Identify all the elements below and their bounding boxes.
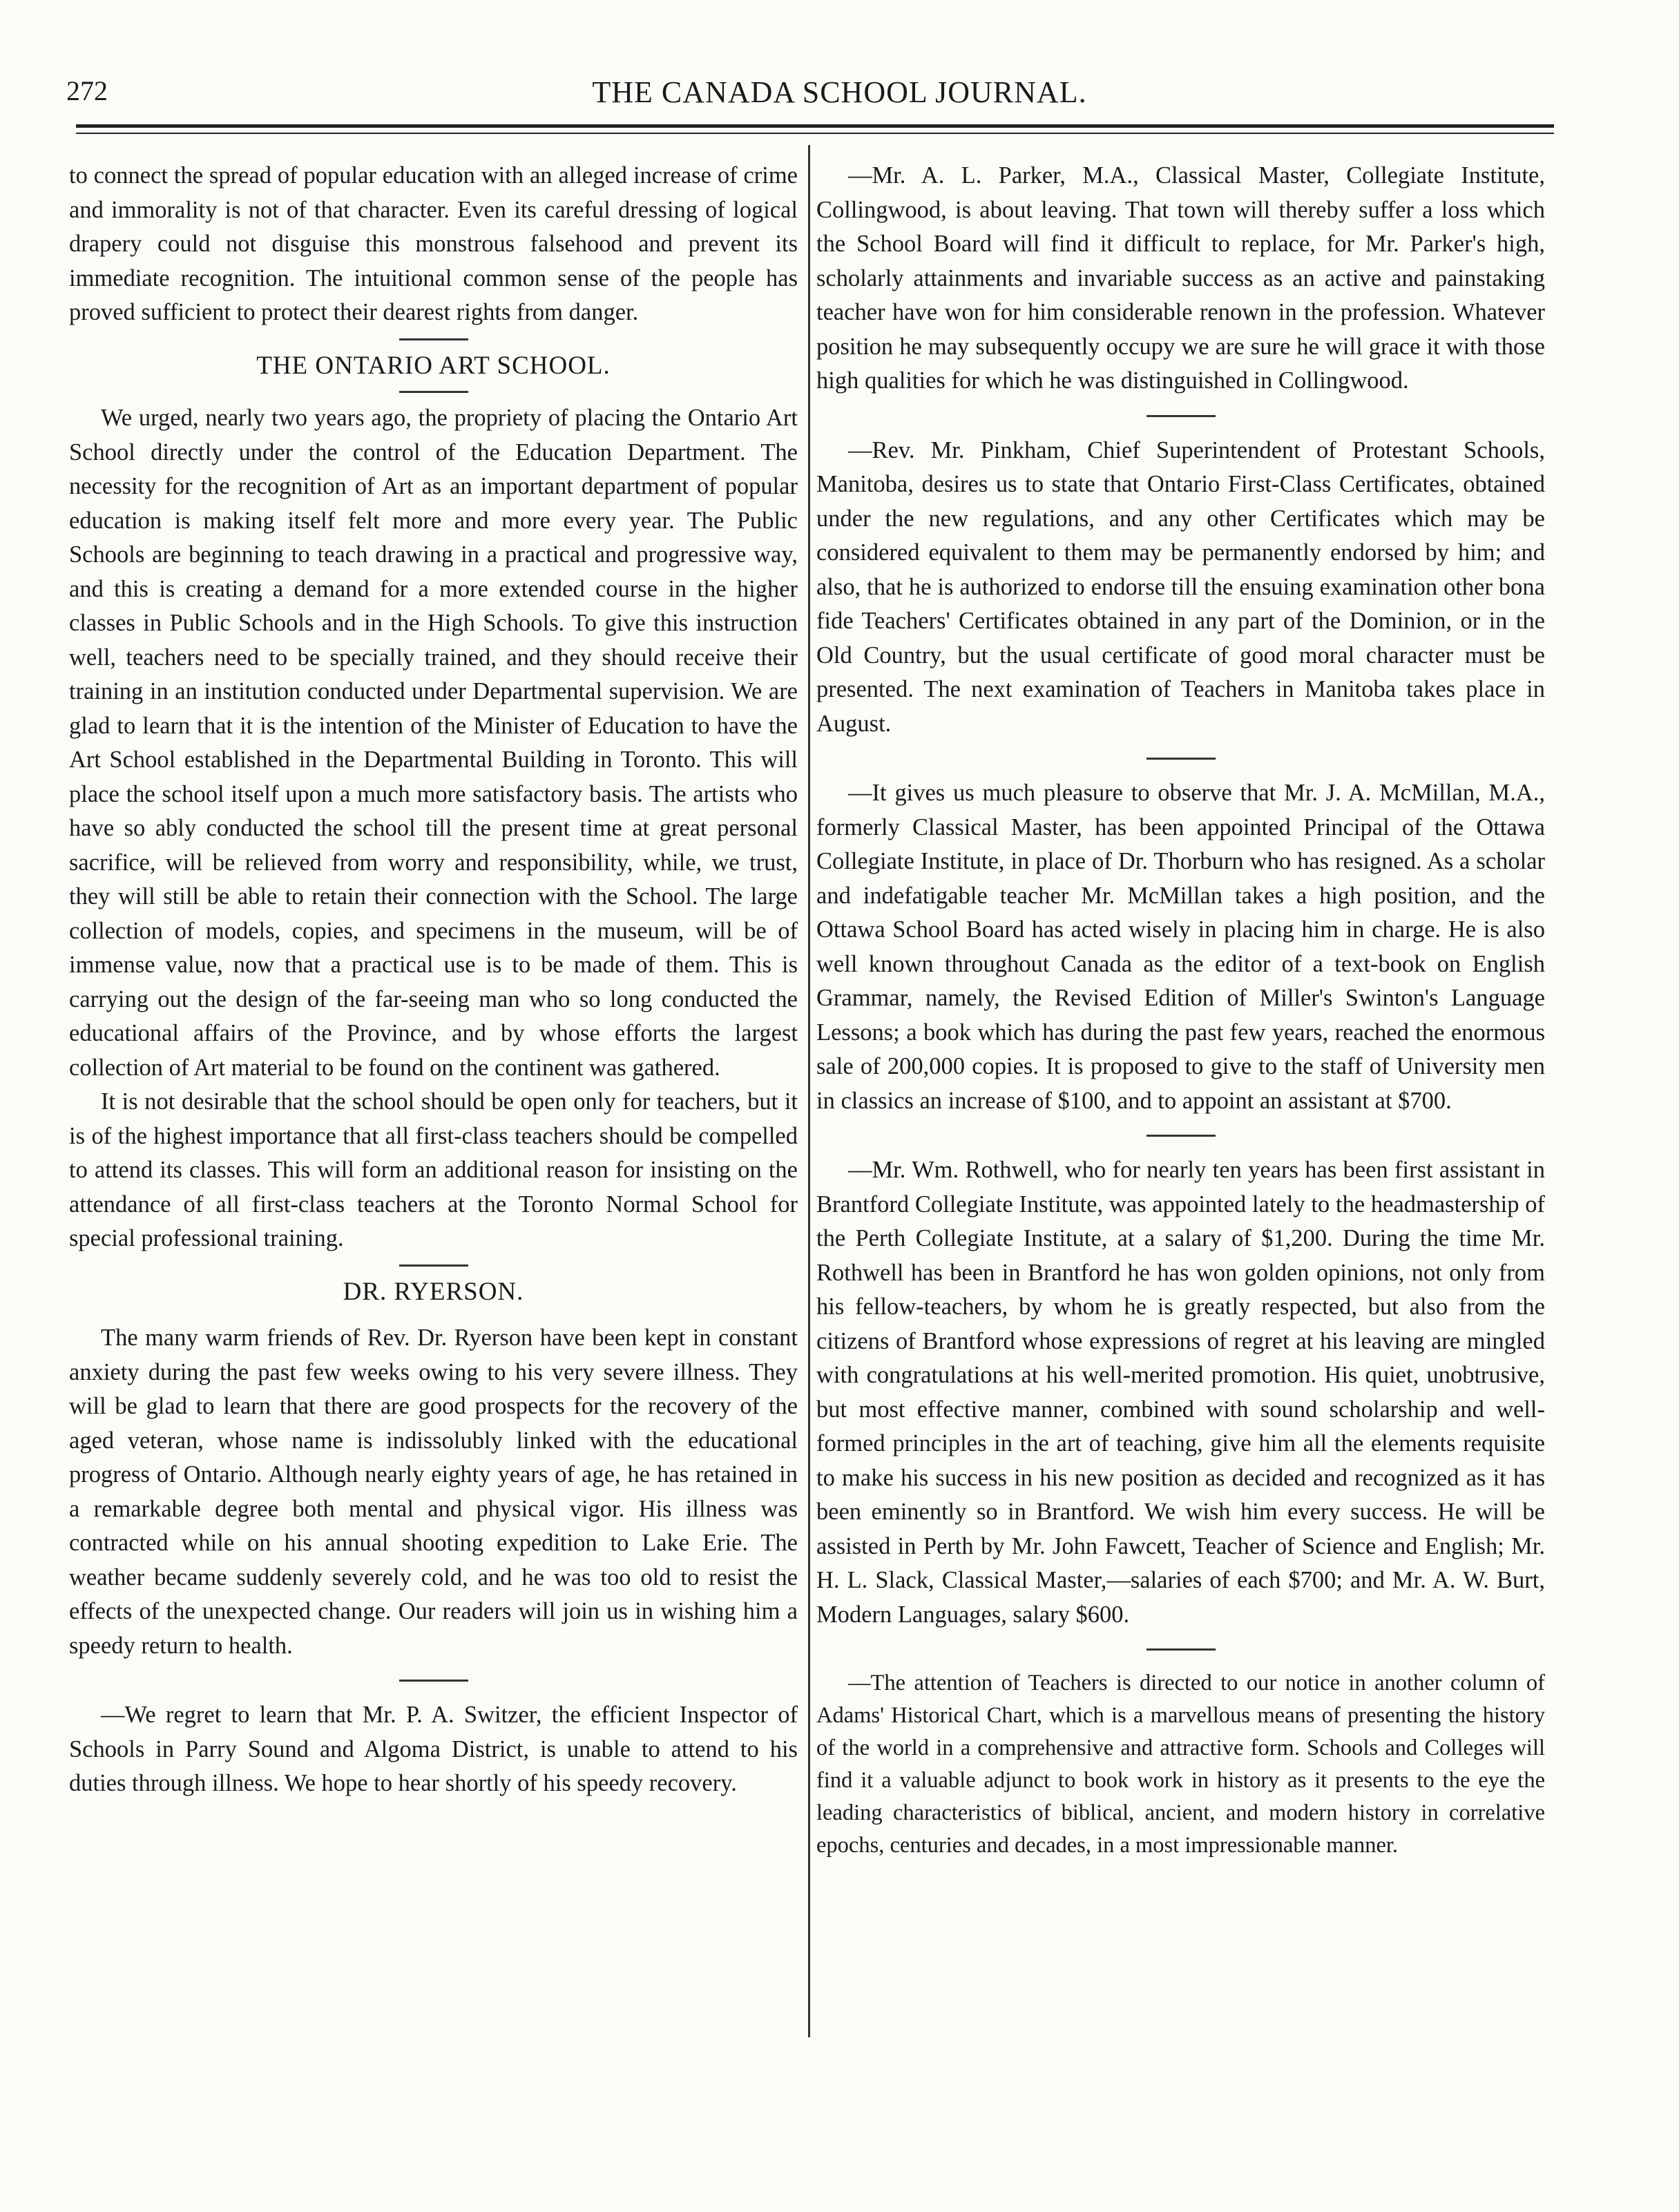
rothwell-note: —Mr. Wm. Rothwell, who for nearly ten years has been first assistant in Brantford Collegiate Institute, was appointed lately to the headmastership of the Perth Collegiate Institute, at a salary of $1,200. During the time Mr. Rothwell has been in Brantford he has won golden opinions, not only from his fellow-teachers, by whom he is greatly respected, but also from the citizens of Brantford whose expressions of regret at his leaving are mingled with congratulations at his well-merited promotion. His quiet, unobtrusive, but most effective manner, combined with sound scholarship and well-formed principles in the art of teaching, give him all the elements requisite to make his success in his new position as decided and recognized as it has been eminently so in Brantford. We wish him every success. He will be assisted in Perth by Mr. John Fawcett, Teacher of Science and English; Mr. H. L. Slack, Classical Master,—salaries of each $700; and Mr. A. W. Burt, Modern Languages, salary $600.	[816, 1157, 1545, 1628]
mcmillan-note: —It gives us much pleasure to observe that Mr. J. A. McMillan, M.A., formerly Classical Master, has been appointed Principal of the Ottawa Collegiate Institute, in place of Dr. Thorburn who has resigned. As a scholar and indefatigable teacher Mr. McMillan takes a high position, and the Ottawa School Board has acted wisely in placing him in charge. He is also well known throughout Canada as the editor of a text-book on English Grammar, namely, the Revised Edition of Miller's Swinton's Language Lessons; a book which has during the past few years, reached the enormous sale of 200,000 copies. It is proposed to give to the staff of University men in classics an increase of $100, and to appoint an assistant at $700.	[816, 780, 1545, 1114]
header-rule-thin	[76, 133, 1554, 134]
page-header	[66, 75, 1613, 116]
page-number: 272	[66, 75, 108, 106]
art-school-heading: THE ONTARIO ART SCHOOL.	[256, 351, 611, 380]
right-column	[816, 159, 1545, 1862]
journal-title: THE CANADA SCHOOL JOURNAL.	[592, 75, 1087, 109]
switzer-note: —We regret to learn that Mr. P. A. Switzer, the efficient Inspector of Schools in Parry Sound and Algoma District, is unable to attend to his duties through illness. We hope to hear shortly of his speedy recovery.	[69, 1702, 798, 1796]
header-rule-thick	[76, 124, 1554, 128]
section-rule	[399, 391, 468, 393]
section-rule	[1146, 1648, 1216, 1651]
left-column	[69, 159, 798, 1801]
adams-chart-note: —The attention of Teachers is directed to our notice in another column of Adams' Historical Chart, which is a marvellous means of presenting the history of the world in a comprehensive and attractive form. Schools and Colleges will find it a valuable adjunct to book work in history as it presents to the eye the leading characteristics of biblical, ancient, and modern history in correlative epochs, centuries and decades, in a most impressionable manner.	[816, 1671, 1545, 1858]
section-rule	[1146, 415, 1216, 417]
section-rule	[1146, 758, 1216, 760]
art-school-paragraph: We urged, nearly two years ago, the propriety of placing the Ontario Art School directly under the control of the Education Department. The necessity for the recognition of Art as an important department of popular education is making itself felt more and more every year. The Public Schools are beginning to teach drawing in a practical and progressive way, and this is creating a demand for a more extended course in the higher classes in Public Schools and in the High Schools. To give this instruction well, teachers need to be specially trained, and they should receive their training in an institution conducted under Departmental supervision. We are glad to learn that it is the intention of the Minister of Education to have the Art School established in the Departmental Building in Toronto. This will place the school itself upon a much more satisfactory basis. The artists who have so ably conducted the school till the present time at great personal sacrifice, will be relieved from worry and responsibility, while, we trust, they will still be able to retain their connection with the School. The large collection of models, copies, and specimens in the museum, will be of immense value, now that a practical use is to be made of them. This is carrying out the design of the far-seeing man who so long conducted the educational affairs of the Province, and by whose efforts the largest collection of Art material to be found on the continent was gathered.	[69, 405, 798, 1081]
intro-paragraph: to connect the spread of popular education with an alleged increase of crime and immorality is not of that character. Even its careful dressing of logical drapery could not disguise this monstrous falsehood and prevent its immediate recognition. The intuitional common sense of the people has proved sufficient to protect their dearest rights from danger.	[69, 162, 798, 325]
pinkham-note: —Rev. Mr. Pinkham, Chief Superintendent of Protestant Schools, Manitoba, desires us to state that Ontario First-Class Certificates, obtained under the new regulations, and any other Certificates which may be considered equivalent to them may be permanently endorsed by him; and also, that he is authorized to endorse till the ensuing examination other bona fide Teachers' Certificates obtained in any part of the Dominion, or in the Old Country, but the usual certificate of good moral character must be presented. The next examination of Teachers in Manitoba takes place in August.	[816, 436, 1545, 737]
parker-note: —Mr. A. L. Parker, M.A., Classical Master, Collegiate Institute, Collingwood, is about leaving. That town will thereby suffer a loss which the School Board will find it difficult to replace, for Mr. Parker's high, scholarly attainments and invariable success as an active and painstaking teacher have won for him considerable renown in the profession. Whatever position he may subsequently occupy we are sure he will grace it with those high qualities for which he was distinguished in Collingwood.	[816, 162, 1545, 394]
section-rule	[399, 338, 468, 340]
ryerson-paragraph: The many warm friends of Rev. Dr. Ryerson have been kept in constant anxiety during the past few weeks owing to his very severe illness. They will be glad to learn that there are good prospects for the recovery of the aged veteran, whose name is indissolubly linked with the educational progress of Ontario. Although nearly eighty years of age, he has retained in a remarkable degree both mental and physical vigor. His illness was contracted while on his annual shooting expedition to Lake Erie. The weather became suddenly severely cold, and he was too old to resist the effects of the unexpected change. Our readers will join us in wishing him a speedy return to health.	[69, 1325, 798, 1659]
section-rule	[1146, 1135, 1216, 1137]
section-rule	[399, 1680, 468, 1682]
column-divider	[808, 145, 810, 2037]
section-rule	[399, 1264, 468, 1267]
art-school-paragraph: It is not desirable that the school should be open only for teachers, but it is of the highest importance that all first-class teachers should be compelled to attend its classes. This will form an additional reason for insisting on the attendance of all first-class teachers at the Toronto Normal School for special professional training.	[69, 1088, 798, 1251]
ryerson-heading: DR. RYERSON.	[343, 1277, 524, 1306]
